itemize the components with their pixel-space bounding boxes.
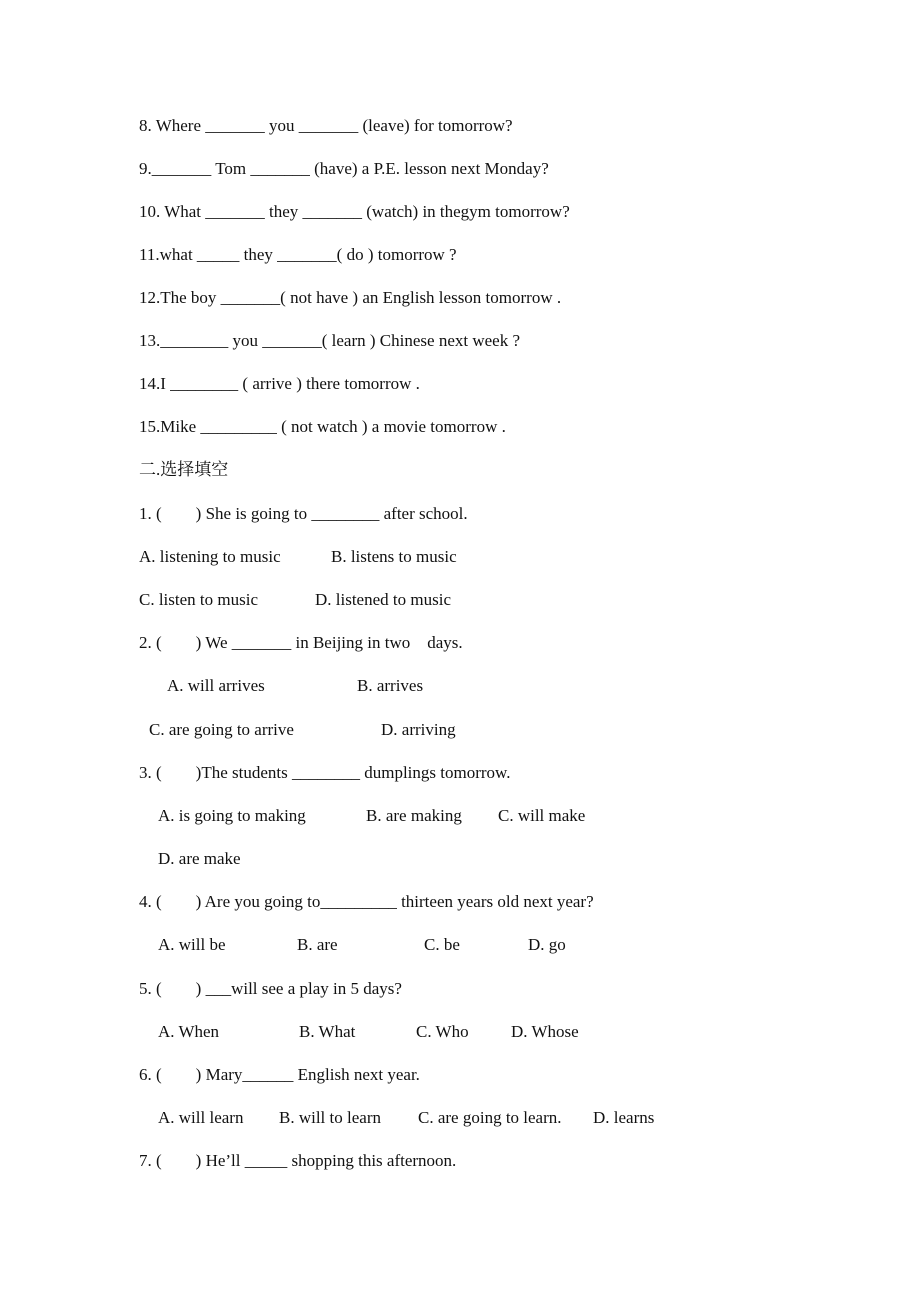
exercise-item-14: 14.I ________ ( arrive ) there tomorrow .: [139, 374, 420, 393]
question-5-option-d: D. Whose: [511, 1022, 579, 1041]
question-3-option-c: C. will make: [498, 806, 586, 825]
exercise-item-10: 10. What _______ they _______ (watch) in thegym tomorrow?: [139, 202, 570, 221]
exercise-item-11: 11.what _____ they _______( do ) tomorrow ?: [139, 245, 457, 264]
exercise-item-9: 9._______ Tom _______ (have) a P.E. lesson next Monday?: [139, 159, 549, 178]
question-4-option-b: B. are: [297, 935, 338, 954]
question-5-stem: 5. ( ) ___will see a play in 5 days?: [139, 979, 402, 998]
question-4-option-d: D. go: [528, 935, 566, 954]
question-2-option-d: D. arriving: [381, 720, 456, 739]
question-1-option-d: D. listened to music: [315, 590, 451, 609]
exercise-item-12: 12.The boy _______( not have ) an English lesson tomorrow .: [139, 288, 562, 307]
question-6-option-c: C. are going to learn.: [418, 1108, 562, 1127]
exercise-item-15: 15.Mike _________ ( not watch ) a movie tomorrow .: [139, 417, 506, 436]
question-1-stem: 1. ( ) She is going to ________ after school.: [139, 504, 468, 523]
section-heading: 二.选择填空: [139, 460, 229, 479]
question-3-option-d: D. are make: [158, 849, 241, 868]
question-1-option-c: C. listen to music: [139, 590, 258, 609]
question-1-option-b: B. listens to music: [331, 547, 457, 566]
question-2-option-a: A. will arrives: [167, 676, 265, 695]
question-3-stem: 3. ( )The students ________ dumplings tomorrow.: [139, 763, 511, 782]
question-6-option-a: A. will learn: [158, 1108, 244, 1127]
question-6-option-b: B. will to learn: [279, 1108, 381, 1127]
question-6-option-d: D. learns: [593, 1108, 655, 1127]
question-4-option-c: C. be: [424, 935, 460, 954]
question-2-option-b: B. arrives: [357, 676, 424, 695]
question-7-stem: 7. ( ) He’ll _____ shopping this afternoon.: [139, 1151, 457, 1170]
question-2-stem: 2. ( ) We _______ in Beijing in two days.: [139, 633, 463, 652]
question-5-option-c: C. Who: [416, 1022, 469, 1041]
question-5-option-b: B. What: [299, 1022, 356, 1041]
question-4-stem: 4. ( ) Are you going to_________ thirteen years old next year?: [139, 892, 594, 911]
question-4-option-a: A. will be: [158, 935, 226, 954]
exercise-item-8: 8. Where _______ you _______ (leave) for tomorrow?: [139, 116, 513, 135]
question-5-option-a: A. When: [158, 1022, 220, 1041]
question-2-option-c: C. are going to arrive: [149, 720, 294, 739]
question-3-option-b: B. are making: [366, 806, 462, 825]
exercise-item-13: 13.________ you _______( learn ) Chinese next week ?: [139, 331, 520, 350]
question-6-stem: 6. ( ) Mary______ English next year.: [139, 1065, 420, 1084]
question-1-option-a: A. listening to music: [139, 547, 281, 566]
question-3-option-a: A. is going to making: [158, 806, 306, 825]
